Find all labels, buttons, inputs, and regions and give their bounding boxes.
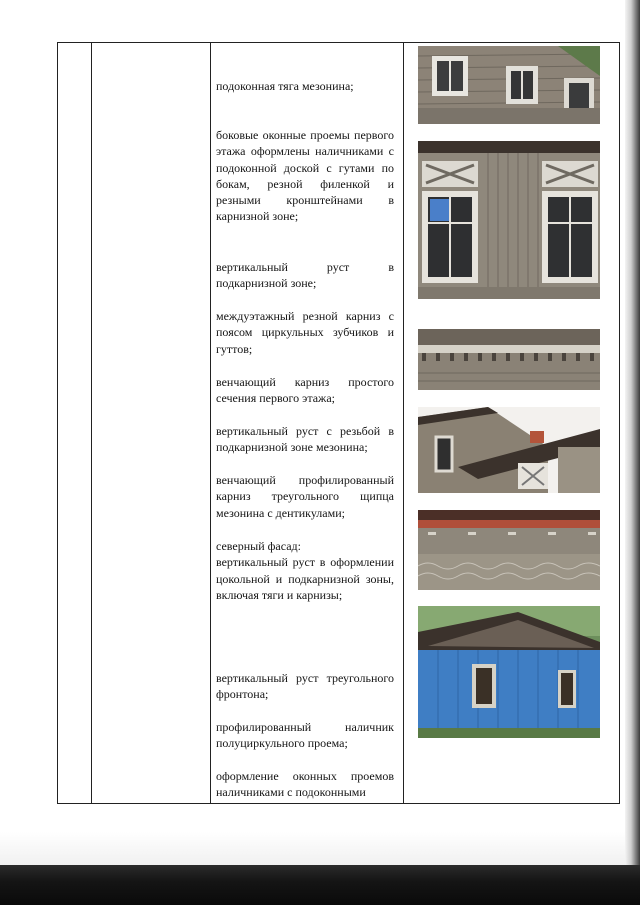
- table-border-left: [57, 42, 58, 804]
- entry-north-facade: северный фасад: вертикальный руст в оформлении цокольной и подкарнизной зоны, включая тяги и карнизы;: [216, 539, 394, 602]
- photo-side-windows: [418, 141, 600, 299]
- entry-crowning-cornice: венчающий карниз простого сечения первого этажа;: [216, 375, 394, 406]
- column-divider-3: [403, 42, 404, 804]
- entry-vertical-rustication: вертикальный руст в подкарнизной зоне;: [216, 260, 394, 291]
- entry-pediment-rustication: вертикальный руст треугольного фронтона;: [216, 671, 394, 702]
- table-bottom-border: [57, 803, 620, 804]
- photo-rusticated-cornice: [418, 510, 600, 590]
- photo-mezzanine-windows: [418, 46, 600, 124]
- scan-edge: [625, 0, 640, 905]
- entry-window-architraves: оформление оконных проемов наличниками с подоконными: [216, 769, 394, 800]
- entry-mezzanine-rustication: вертикальный руст с резьбой в подкарнизной зоне мезонина;: [216, 424, 394, 455]
- entry-gable-cornice: венчающий профилированный карниз треугольного щипца мезонина с дентикулами;: [216, 473, 394, 520]
- column-divider-1: [91, 42, 92, 804]
- entry-interfloor-cornice: междуэтажный резной карниз с поясом циркульных зубчиков и гуттов;: [216, 309, 394, 356]
- column-divider-2: [210, 42, 211, 804]
- page-shadow: [0, 832, 640, 866]
- table-top-border: [57, 42, 620, 43]
- north-facade-heading: северный фасад:: [216, 539, 301, 553]
- photo-north-facade-blue: [418, 606, 600, 738]
- entry-windowsill-molding: подоконная тяга мезонина;: [216, 79, 354, 93]
- photo-interfloor-cornice: [418, 329, 600, 390]
- entry-arched-architrave: профилированный наличник полуциркульного проема;: [216, 720, 394, 751]
- entry-side-windows: боковые оконные проемы первого этажа оформлены наличниками с подоконной доской с гутами по бокам, резной филенкой и резными кронштейнами в карнизной зоне;: [216, 128, 394, 224]
- table-border-right: [619, 42, 620, 804]
- photo-mezzanine-corner: [418, 407, 600, 493]
- scan-bottom-edge: [0, 865, 640, 905]
